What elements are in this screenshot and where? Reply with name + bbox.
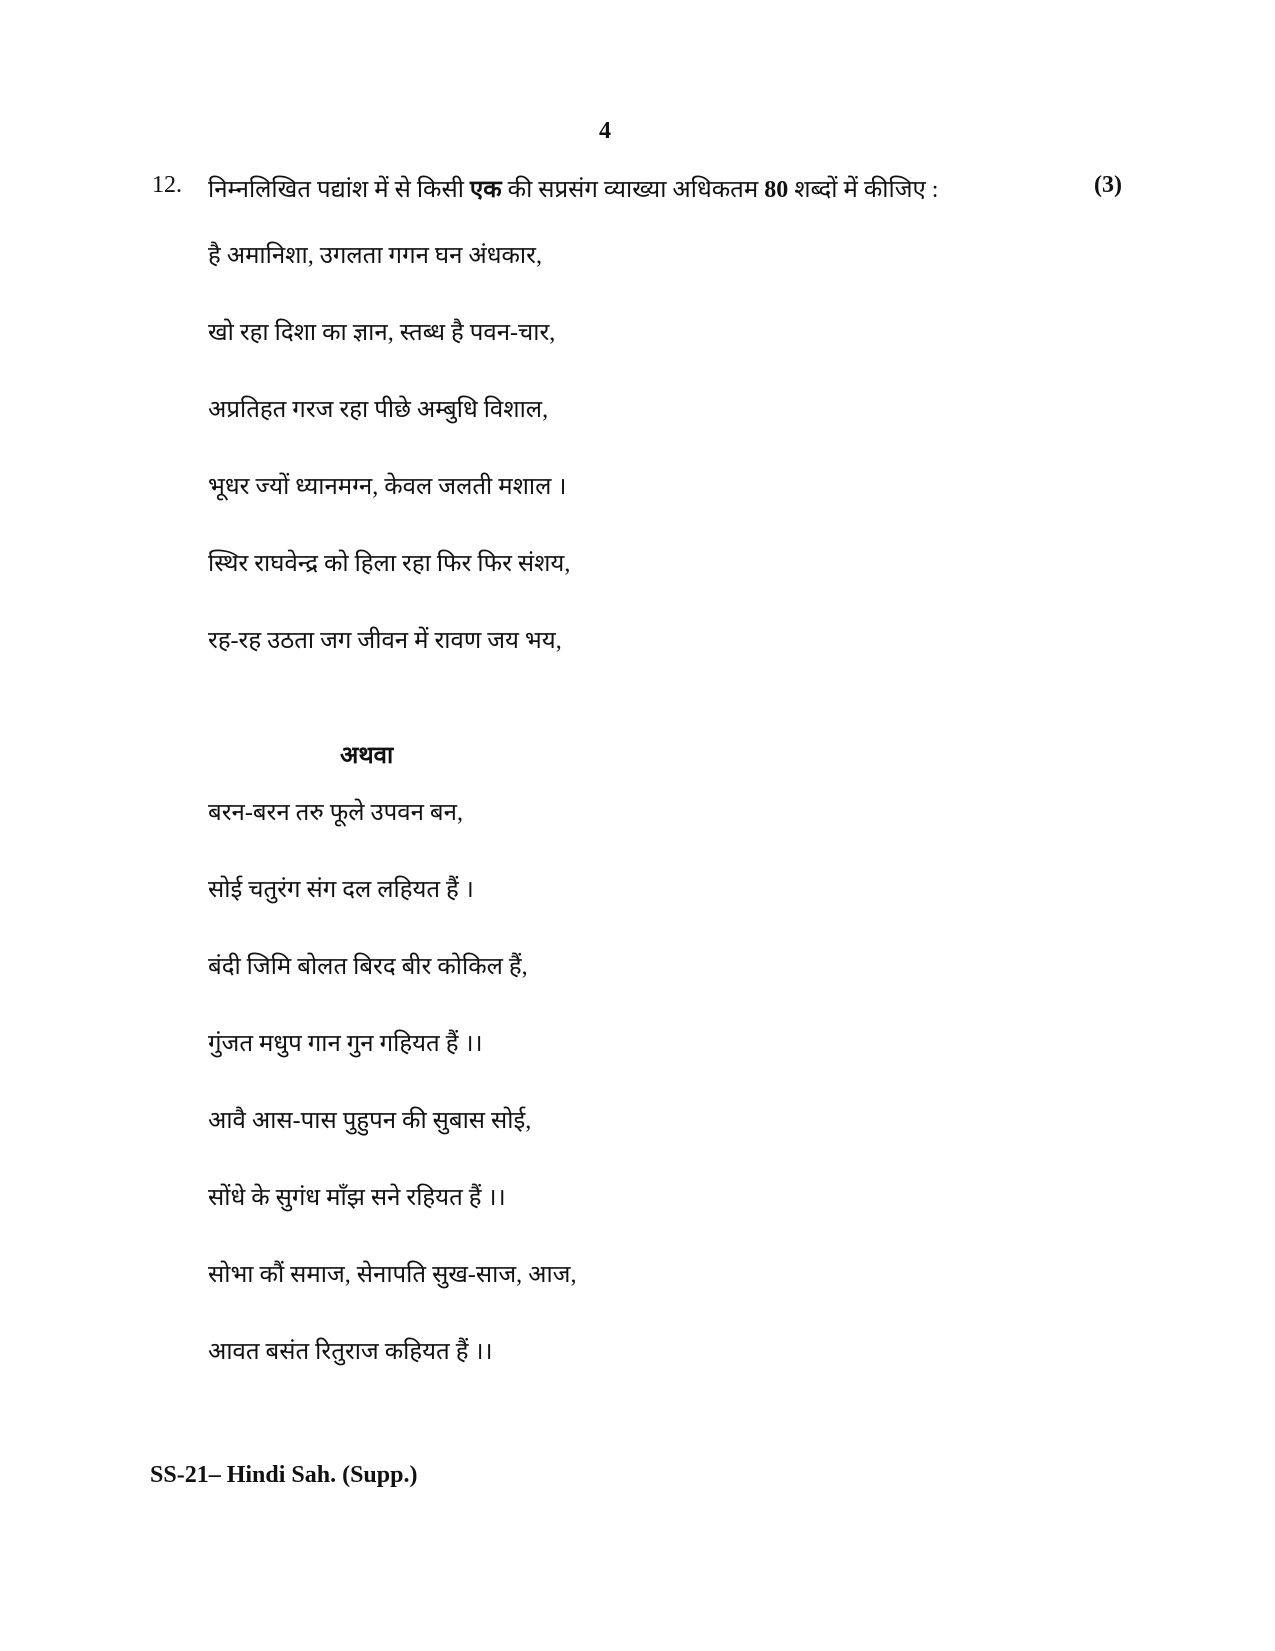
footer-paper-code: SS-21– Hindi Sah. (Supp.)	[150, 1462, 418, 1488]
question-text-part3: शब्दों में कीजिए :	[788, 177, 939, 203]
page-number: 4	[599, 118, 611, 144]
passage1-line-5: स्थिर राघवेन्द्र को हिला रहा फिर फिर संशय,	[208, 551, 571, 577]
passage2-line-6: सोंधे के सुगंध माँझ सने रहियत हैं ।।	[208, 1185, 506, 1211]
passage1-line-4: भूधर ज्यों ध्यानमग्न, केवल जलती मशाल ।	[208, 474, 567, 500]
passage1-line-2: खो रहा दिशा का ज्ञान, स्तब्ध है पवन-चार,	[208, 320, 556, 346]
passage1-line-1: है अमानिशा, उगलता गगन घन अंधकार,	[208, 243, 542, 269]
question-text-bold1: एक	[469, 177, 502, 203]
passage2-line-5: आवै आस-पास पुहुपन की सुबास सोई,	[208, 1108, 532, 1134]
or-label: अथवा	[340, 743, 394, 769]
passage2-line-1: बरन-बरन तरु फूले उपवन बन,	[208, 800, 463, 826]
question-number: 12.	[152, 172, 182, 198]
passage2-line-2: सोई चतुरंग संग दल लहियत हैं ।	[208, 877, 474, 903]
question-marks: (3)	[1094, 172, 1122, 198]
question-text-part1: निम्नलिखित पद्यांश में से किसी	[208, 177, 470, 203]
passage1-line-6: रह-रह उठता जग जीवन में रावण जय भय,	[208, 628, 562, 654]
passage2-line-4: गुंजत मधुप गान गुन गहियत हैं ।।	[208, 1031, 483, 1057]
passage2-line-7: सोभा कौं समाज, सेनापति सुख-साज, आज,	[208, 1262, 577, 1288]
passage2-line-3: बंदी जिमि बोलत बिरद बीर कोकिल हैं,	[208, 954, 528, 980]
question-text	[208, 172, 938, 205]
passage1-line-3: अप्रतिहत गरज रहा पीछे अम्बुधि विशाल,	[208, 397, 549, 423]
question-text-part2: की सप्रसंग व्याख्या अधिकतम	[501, 177, 765, 203]
passage2-line-8: आवत बसंत रितुराज कहियत हैं ।।	[208, 1339, 493, 1365]
question-text-bold2: 80	[764, 177, 789, 203]
